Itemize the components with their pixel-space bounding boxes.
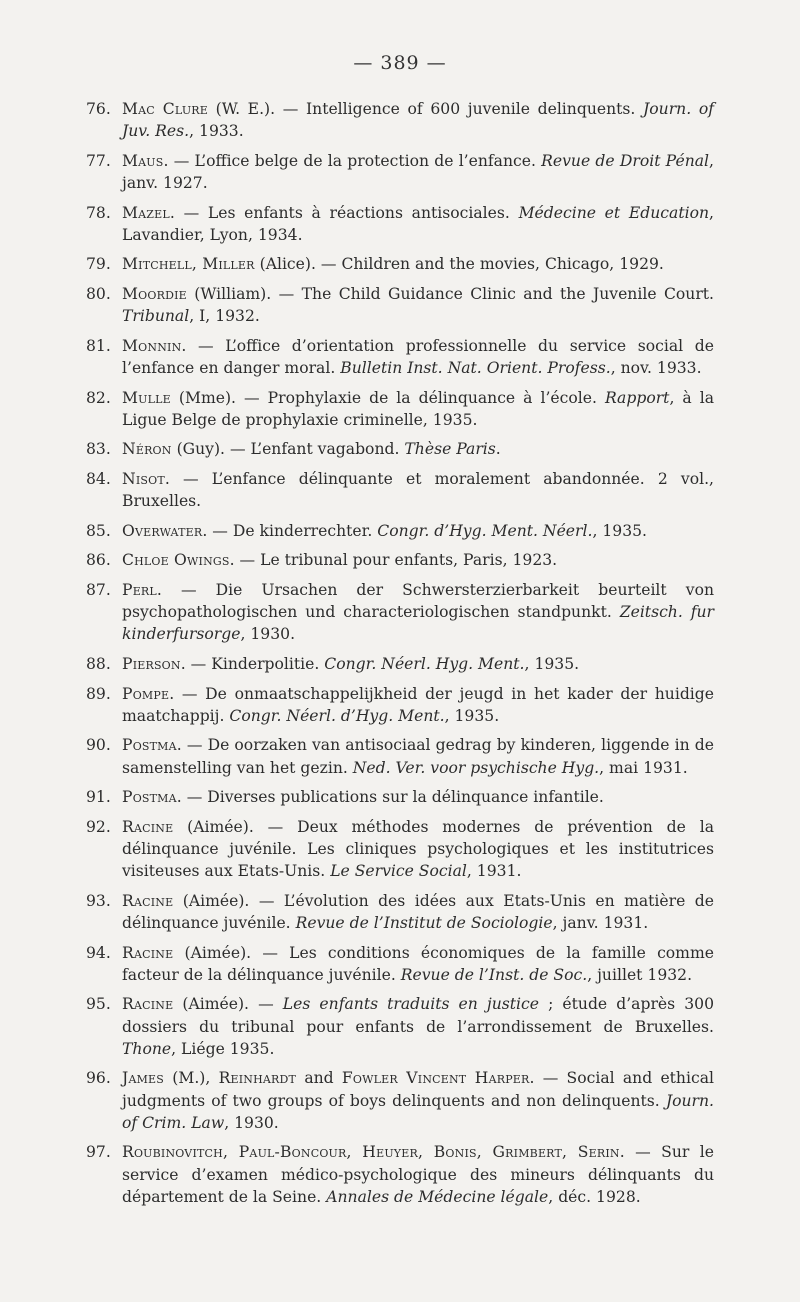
entry-number: 94. xyxy=(86,943,111,962)
entry-source-title: Thèse Paris xyxy=(404,440,496,459)
entry-source-title: Thone xyxy=(122,1039,172,1058)
entry-source-title: Rapport xyxy=(604,388,670,407)
entry-source-title: Zeitsch. fur kinderfursorge xyxy=(122,603,715,644)
entry-text: . — De onmaatschappelijkheid der jeugd in het kader der huidige maatchappij. xyxy=(122,684,714,725)
entry-text: . — Le tribunal pour enfants, Paris, 1923. xyxy=(229,551,558,570)
bibliography-entry xyxy=(86,98,714,142)
entry-source-title: Médecine et Education xyxy=(518,203,710,222)
entry-text: (Aimée). — L’évolution des idées aux Etats-Unis en matière de délinquance juvénile. xyxy=(122,891,714,932)
entry-author: Racine xyxy=(122,943,174,962)
entry-text: (Aimée). — Les conditions économiques de la famille comme facteur de la délinquance juvénile. xyxy=(122,943,714,984)
entry-source-title: Revue de l’Inst. de Soc. xyxy=(400,965,588,984)
entry-text: , nov. 1933. xyxy=(610,358,702,377)
entry-text: . — De kinderrechter. xyxy=(202,521,378,540)
entry-author: Maus xyxy=(122,151,164,170)
entry-source-title: Le Service Social xyxy=(330,862,467,881)
entry-text: . — Diverses publications sur la délinquance infantile. xyxy=(176,788,604,807)
entry-number: 96. xyxy=(86,1069,111,1088)
entry-text: (William). — The Child Guidance Clinic and the Juvenile Court. xyxy=(186,284,714,303)
entry-author: Perl xyxy=(122,580,157,599)
entry-text: , janv. 1931. xyxy=(552,913,649,932)
entry-number: 80. xyxy=(86,284,111,303)
entry-author: Monnin xyxy=(122,336,182,355)
entry-source-title: Congr. d’Hyg. Ment. Néerl. xyxy=(377,521,593,540)
entry-text: , 1930. xyxy=(240,625,296,644)
entry-text: (Aimée). — Deux méthodes modernes de prévention de la délinquance juvénile. Les cliniques psychologiques et les institutrices visiteuses aux Etats-Unis. xyxy=(122,817,714,881)
bibliography-entry xyxy=(86,438,714,460)
entry-number: 90. xyxy=(86,736,111,755)
entry-number: 84. xyxy=(86,469,111,488)
entry-text: , 1935. xyxy=(524,654,580,673)
entry-text: ; étude d’après 300 dossiers du tribunal pour enfants de l’arrondissement de Bruxelles. xyxy=(122,995,714,1036)
entry-text: (W. E.). — Intelligence of 600 juvenile delinquents. xyxy=(208,100,644,118)
entry-author: Postma xyxy=(122,736,177,755)
entry-text: . — L’office belge de la protection de l’enfance. xyxy=(163,151,542,170)
entry-author: Mitchell, Miller xyxy=(122,255,255,274)
bibliography-entry xyxy=(86,335,714,379)
entry-author: Néron xyxy=(122,440,172,459)
entry-text: , à la Ligue Belge de prophylaxie criminelle, 1935. xyxy=(122,388,714,429)
bibliography-entry xyxy=(86,786,714,808)
entry-author: Nisot xyxy=(122,469,165,488)
bibliography-entry xyxy=(86,283,714,327)
entry-author: Fowler Vincent Harper xyxy=(341,1069,530,1088)
entry-number: 76. xyxy=(86,100,111,118)
entry-author: Roubinovitch, Paul-Boncour, Heuyer, Bonis, Grimbert, Serin xyxy=(122,1143,620,1162)
bibliography-entry xyxy=(86,468,714,512)
entry-number: 91. xyxy=(86,788,111,807)
entry-text: . — Die Ursachen der Schwersterzierbarkeit beurteilt von psychopathologischen und characteriologischen standpunkt. xyxy=(122,580,714,622)
entry-text: . — L’office d’orientation professionnelle du service social de l’enfance en danger moral. xyxy=(122,336,714,377)
entry-number: 92. xyxy=(86,817,111,836)
bibliography-entry xyxy=(86,150,714,194)
entry-author: Overwater xyxy=(122,521,203,540)
entry-author: Mulle xyxy=(122,388,171,407)
entry-author: Postma xyxy=(122,788,177,807)
bibliography-entry xyxy=(86,520,714,542)
entry-text: , janv. 1927. xyxy=(122,151,714,192)
entry-author: Racine xyxy=(122,891,174,910)
entry-source-title: Congr. Néerl. Hyg. Ment. xyxy=(324,654,525,673)
entry-text: , Liége 1935. xyxy=(171,1039,275,1058)
bibliography-entry xyxy=(86,683,714,727)
entry-text: , 1935. xyxy=(444,706,500,725)
entry-text: , mai 1931. xyxy=(599,758,688,777)
bibliography-entry xyxy=(86,202,714,246)
bibliography-entry xyxy=(86,734,714,778)
entry-source-title: Ned. Ver. voor psychische Hyg. xyxy=(352,758,600,777)
entry-author: Reinhardt xyxy=(218,1069,297,1088)
entry-number: 79. xyxy=(86,255,111,274)
entry-author: Racine xyxy=(122,817,174,836)
entry-source-title: Tribunal xyxy=(122,307,190,326)
entry-text: . — Sur le service d’examen médico-psychologique des mineurs délinquants du département de la Seine. xyxy=(122,1143,715,1206)
entry-source-title: Journ. of Juv. Res. xyxy=(122,100,714,141)
entry-text: . — De oorzaken van antisociaal gedrag by kinderen, liggende in de samenstelling van het gezin. xyxy=(122,736,714,777)
entry-text: . — Kinderpolitie. xyxy=(180,654,325,673)
entry-text: , I, 1932. xyxy=(189,307,260,326)
entry-number: 93. xyxy=(86,891,111,910)
entry-author: Pierson xyxy=(122,654,181,673)
bibliography-entry xyxy=(86,816,714,883)
entry-text: , 1935. xyxy=(592,521,647,540)
entry-text: (Alice). — Children and the movies, Chicago, 1929. xyxy=(254,255,664,274)
entry-number: 95. xyxy=(86,995,111,1014)
bibliography-entry xyxy=(86,1067,714,1134)
bibliography-entry xyxy=(86,253,714,275)
entry-number: 81. xyxy=(86,336,111,355)
entry-author: James xyxy=(122,1069,165,1088)
entry-number: 82. xyxy=(86,388,111,407)
page-number: — 389 — xyxy=(353,52,447,74)
bibliography-entry xyxy=(86,579,714,646)
entry-number: 88. xyxy=(86,654,111,673)
bibliography-entry xyxy=(86,890,714,934)
entry-number: 87. xyxy=(86,580,111,599)
bibliography-entry xyxy=(86,549,714,571)
entry-author: Mazel xyxy=(122,203,170,222)
entry-text: . — Social and ethical judgments of two groups of boys delinquents and non delinquents. xyxy=(122,1069,714,1110)
entry-text: , 1930. xyxy=(224,1113,279,1132)
entry-author: Pompe xyxy=(122,684,170,703)
entry-text: , Lavandier, Lyon, 1934. xyxy=(122,203,714,244)
bibliography-entry xyxy=(86,942,714,986)
bibliography-entry xyxy=(86,993,714,1060)
entry-source-title: Revue de l’Institut de Sociologie xyxy=(295,913,553,932)
entry-author: Racine xyxy=(122,995,174,1014)
entry-number: 85. xyxy=(86,521,111,540)
entry-text: (Mme). — Prophylaxie de la délinquance à l’école. xyxy=(170,388,605,407)
entry-author: Moordie xyxy=(122,284,187,303)
entry-text: , 1933. xyxy=(189,122,244,141)
entry-text: , juillet 1932. xyxy=(587,965,693,984)
entry-number: 83. xyxy=(86,440,111,459)
entry-text: (M.), xyxy=(164,1069,219,1088)
entry-text: . — L’enfance délinquante et moralement abandonnée. 2 vol., Bruxelles. xyxy=(122,469,714,511)
entry-number: 89. xyxy=(86,684,111,703)
entry-source-title: Revue de Droit Pénal xyxy=(541,151,710,170)
entry-source-title: Bulletin Inst. Nat. Orient. Profess. xyxy=(340,358,611,377)
bibliography-entry xyxy=(86,653,714,675)
entry-number: 77. xyxy=(86,151,111,170)
entry-text: (Aimée). — xyxy=(173,995,283,1014)
entry-text: , déc. 1928. xyxy=(548,1187,641,1206)
entry-text: , 1931. xyxy=(466,862,522,881)
entry-source-title: Annales de Médecine légale xyxy=(326,1187,549,1206)
entry-author: Chloe Owings xyxy=(122,551,230,570)
entry-number: 78. xyxy=(86,203,111,222)
bibliography-entry xyxy=(86,387,714,431)
entry-text: (Guy). — L’enfant vagabond. xyxy=(171,440,405,459)
entry-number: 97. xyxy=(86,1143,111,1162)
entry-source-title: Les enfants traduits en justice xyxy=(282,995,539,1014)
entry-source-title: Journ. of Crim. Law xyxy=(122,1091,714,1132)
entry-text: . xyxy=(495,440,501,459)
entry-text: . — Les enfants à réactions antisociales. xyxy=(169,203,519,222)
entry-number: 86. xyxy=(86,551,111,570)
entry-text: and xyxy=(296,1069,342,1088)
entry-source-title: Congr. Néerl. d’Hyg. Ment. xyxy=(229,706,445,725)
bibliography-list xyxy=(86,98,714,1208)
entry-author: Mac Clure xyxy=(122,100,209,118)
bibliography-entry xyxy=(86,1141,714,1208)
